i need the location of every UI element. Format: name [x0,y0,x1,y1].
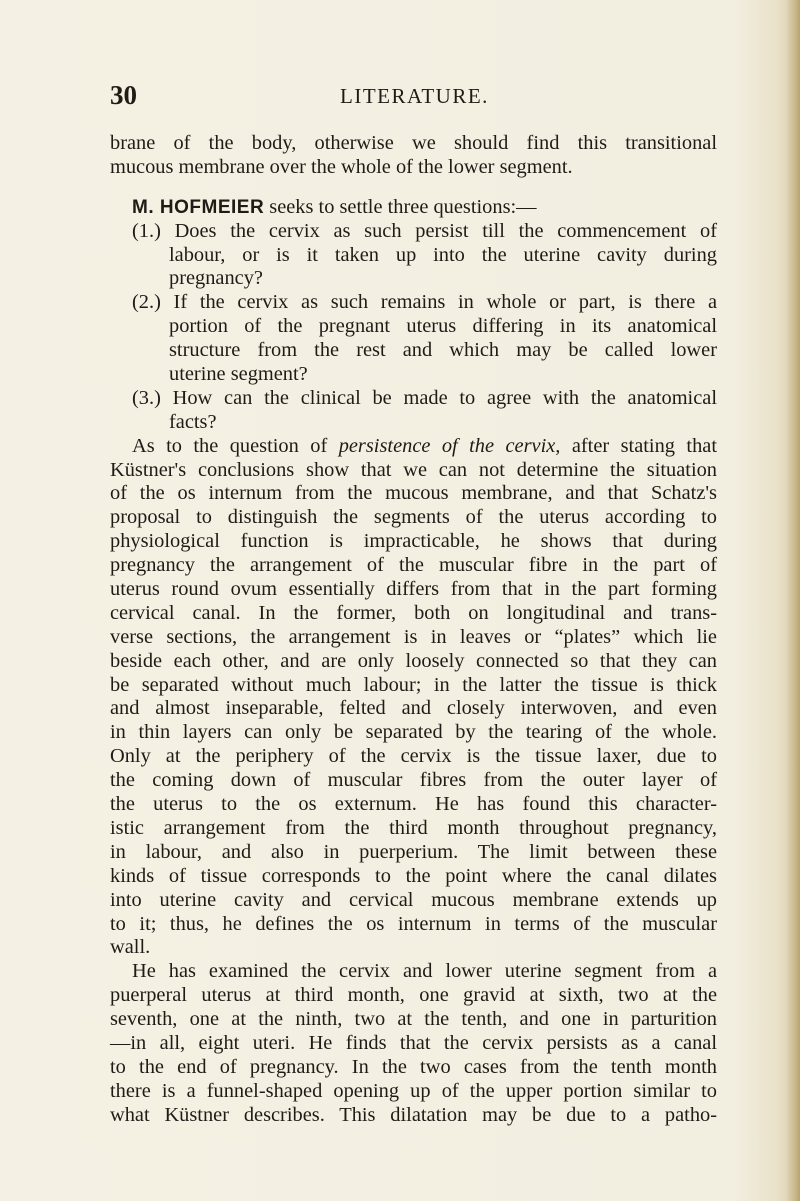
text-line: istic arrangement from the third month throughout pregnancy, [110,816,717,839]
text-line: the uterus to the os externum. He has found this character- [110,793,717,816]
text-line: He has examined the cervix and lower uterine segment from a [132,960,717,983]
text-line: beside each other, and are only loosely connected so that they can [110,649,717,672]
text-line: the coming down of muscular fibres from the outer layer of [110,769,717,792]
running-head: LITERATURE. [340,84,489,108]
text-line: Küstner's conclusions show that we can not determine the situation [110,458,717,481]
text-line: Only at the periphery of the cervix is the tissue laxer, due to [110,745,717,768]
paragraph-persistence [110,435,717,961]
text-line: portion of the pregnant uterus differing in its anatomical [169,315,717,338]
text-line: uterus round ovum essentially differs from that in the part forming [110,578,717,601]
text-line: what Küstner describes. This dilatation may be due to a patho- [110,1103,717,1126]
page-header [110,80,710,110]
text-line: physiological function is impracticable, he shows that during [110,530,717,553]
text-line: cervical canal. In the former, both on longitudinal and trans- [110,601,717,624]
text-line: structure from the rest and which may be called lower [169,339,717,362]
text-line: facts? [169,410,217,433]
body-text [110,132,717,1128]
paragraph-hofmeier [110,196,717,220]
question-3 [110,387,717,435]
text-line: in thin layers can only be separated by the tearing of the whole. [110,721,717,744]
page-number: 30 [110,80,137,110]
text-line: pregnancy? [169,267,263,290]
text-line: to it; thus, he defines the os internum in terms of the muscular [110,912,717,935]
text-line: there is a funnel-shaped opening up of the upper portion similar to [110,1079,717,1102]
text-line: mucous membrane over the whole of the lower segment. [110,155,573,178]
text-line: kinds of tissue corresponds to the point where the canal dilates [110,864,717,887]
text-line: to the end of pregnancy. In the two cases from the tenth month [110,1055,717,1078]
text-line: proposal to distinguish the segments of the uterus according to [110,506,717,529]
text-line: of the os internum from the mucous membrane, and that Schatz's [110,482,717,505]
text-line: brane of the body, otherwise we should find this transitional [110,132,717,154]
paragraph-continued [110,132,717,180]
text-span: As to the question of [132,434,339,457]
text-line: puerperal uterus at third month, one gravid at sixth, two at the [110,984,717,1007]
text-line: pregnancy the arrangement of the muscular fibre in the part of [110,554,717,577]
text-line: —in all, eight uteri. He finds that the cervix persists as a canal [110,1031,717,1054]
text-line: verse sections, the arrangement is in leaves or “plates” which lie [110,625,717,648]
text-line [110,435,717,459]
text-line: wall. [110,936,151,959]
text-line: and almost inseparable, felted and closely interwoven, and even [110,697,717,720]
text-line: seventh, one at the ninth, two at the tenth, and one in parturition [110,1008,717,1031]
text-span: after stating that [560,434,717,457]
text-line: (1.) Does the cervix as such persist till the commencement of [132,219,717,242]
question-2 [110,291,717,387]
paragraph-examined [110,960,717,1127]
author-name: M. HOFMEIER [132,196,265,218]
text-line: in labour, and also in puerperium. The limit between these [110,840,717,863]
text-line [110,196,717,220]
text-line: (2.) If the cervix as such remains in whole or part, is there a [132,291,717,314]
italic-phrase: persistence of the cervix, [338,434,561,457]
page-edge-shadow [786,0,800,1201]
text-line: labour, or is it taken up into the uterine cavity during [169,243,717,266]
text-span: seeks to settle three questions:— [264,195,537,218]
text-line: (3.) How can the clinical be made to agree with the anatomical [132,386,717,409]
question-1 [110,220,717,292]
text-line: uterine segment? [169,363,308,386]
text-line: into uterine cavity and cervical mucous membrane extends up [110,888,717,911]
text-line: be separated without much labour; in the latter the tissue is thick [110,673,717,696]
paragraph-gap [110,180,717,196]
